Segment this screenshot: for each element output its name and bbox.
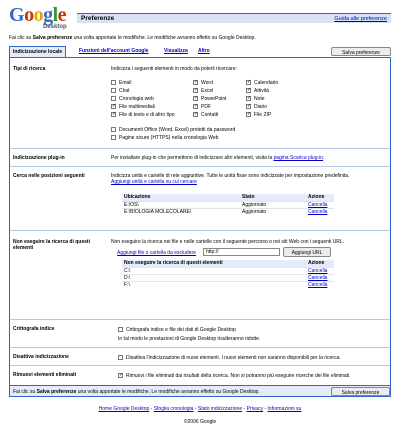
section-non-eseguire [10,231,390,320]
add-location-link[interactable]: Aggiungi unità e cartella su cui cercare [111,179,197,185]
section-label: Indicizzazione plug-in [13,155,65,161]
section-tipi-di-ricerca: Tipi di ricerca Indicizza i seguenti elementi in modo da poterli ricercare: Email Chat Cronologia web ✓ File multimediali ✓ File di testo e di altro tipo ✓ Word ✓ Excel ✓ PowerPoint ✓ PDF ✓ Contatti ✓ Calendario ✓ Attività ✓ Note ✓ Diario ✓ File ZIP Documenti Office (Word, Excel) protetti da password Pagine sicure (HTTPS) nella cronologia Web [10,58,390,149]
table-row: D:\ Cancella [122,275,334,282]
help-link[interactable]: Guida alle preferenze [334,16,387,22]
footer-intro-text: Fai clic su Salva preferenze una volta apportate le modifiche. Le modifiche avranno effetto su Google Desktop. [13,389,260,395]
link-informazioni[interactable]: Informazioni su [267,406,302,412]
checkbox-office-password[interactable] [111,127,116,132]
checkbox-powerpoint[interactable] [193,96,198,101]
footer-save-bar [9,386,391,397]
copyright: ©2006 Google [183,419,217,425]
checkbox-file-di-testo[interactable] [111,112,116,117]
tab-altro[interactable]: Altro [198,48,210,54]
add-exclusion-link[interactable]: Aggiungi file o cartella da escludere [117,250,196,256]
section-plugin [10,149,390,167]
checkbox-calendario[interactable] [246,80,251,85]
checkbox-file-multimediali[interactable] [111,104,116,109]
delete-link[interactable]: Cancella [308,282,328,288]
section-label: Cerca nelle posizioni seguenti [13,173,85,179]
page-title: Preferenze [81,15,115,22]
locations-table: Ubicazione Stato Azione E:\OS\ Aggiornato Cancella E:\BIOLOGIA MOLECOLARE\ Aggiornato Cancella [122,194,334,215]
logo-subtitle: Desktop [43,24,67,30]
link-home[interactable]: Home Google Desktop [98,406,150,412]
checkbox-chat[interactable] [111,88,116,93]
checkbox-attivita[interactable] [246,88,251,93]
link-privacy[interactable]: Privacy [246,406,263,412]
plugin-text: Per installare plug-in che permettono di indicizzare altri elementi, visita la pagina Scarica plug-in. [111,155,325,161]
checkbox-note[interactable] [246,96,251,101]
section-rimuovi: Rimuovi elementi eliminati ✓ Rimuovi i file eliminati dai risultati della ricerca. Non si potranno più eseguire ricerche dei file eliminati. [10,366,390,386]
cerca-description: Indicizza unità e cartelle di rete aggiuntive. Tutte le unità fisse sono indicizzate per impostazione predefinita. [111,173,350,179]
checkbox-pdf[interactable] [193,104,198,109]
title-bar [77,13,391,23]
cripto-note: In tal modo le prestazioni di Google Desktop risulteranno ridotte. [118,336,261,342]
non-description: Non eseguire la ricerca nei file e nelle cartelle con il seguente percorso o nei siti Web con i seguenti URL. [111,239,345,245]
google-desktop-logo [9,5,73,35]
link-sfoglia-cronologia[interactable]: Sfoglia cronologia [153,406,194,412]
intro-text: Fai clic su Salva preferenze una volta apportate le modifiche. Le modifiche avranno effetto su Google Desktop. [9,35,256,41]
section-label: Crittografa indice [13,326,55,332]
tab-indicizzazione-locale[interactable]: Indicizzazione locale [9,46,66,57]
section-label: Non eseguire la ricerca di questi elementi [13,239,90,251]
link-stato-indicizzazione[interactable]: Stato indicizzazione [197,406,243,412]
section-label: Tipi di ricerca [13,66,46,72]
section-description: Indicizza i seguenti elementi in modo da poterli ricercare: [111,66,237,72]
footer-links: Home Google Desktop - Sfoglia cronologia - Stato indicizzazione - Privacy - Informazioni su [98,406,302,412]
checkbox-file-zip[interactable] [246,112,251,117]
table-row: E:\OS\ Aggiornato Cancella [122,202,334,209]
section-cerca-posizioni [10,167,390,231]
tab-bar [9,46,391,57]
checkbox-contatti[interactable] [193,112,198,117]
checkbox-word[interactable] [193,80,198,85]
delete-link[interactable]: Cancella [308,202,328,208]
tab-visualizza[interactable]: Visualizza [164,48,188,54]
checkbox-rimuovi[interactable] [118,373,123,378]
url-input[interactable]: http:// [203,248,280,256]
checkbox-email[interactable] [111,80,116,85]
delete-link[interactable]: Cancella [308,268,328,274]
checkbox-cronologia-web[interactable] [111,96,116,101]
checkbox-disattiva[interactable] [118,355,123,360]
table-row: E:\BIOLOGIA MOLECOLARE\ Aggiornato Cancella [122,209,334,216]
section-label: Rimuovi elementi eliminati [13,372,77,378]
logo-word: Google [9,4,67,26]
checkbox-diario[interactable] [246,104,251,109]
add-url-button[interactable]: Aggiungi URL [283,247,331,257]
section-disattiva: Disattiva indicizzazione Disattiva l'indicizzazione di nuovi elementi. I nuovi elementi non saranno disponibili per la ricerca. [10,348,390,366]
section-label: Disattiva indicizzazione [13,354,69,360]
save-button-top[interactable]: Salva preferenze [331,47,391,56]
save-button-bottom[interactable]: Salva preferenze [331,387,390,396]
section-crittografa: Crittografa indice Crittografa indice e file dei dati di Google Desktop In tal modo le prestazioni di Google Desktop risulteranno ridotte. [10,320,390,348]
preferences-panel [9,57,391,386]
delete-link[interactable]: Cancella [308,209,328,215]
checkbox-pagine-sicure[interactable] [111,135,116,140]
tab-account-google[interactable]: Funzioni dell'account Google [79,48,149,54]
table-row: F:\ Cancella [122,282,334,289]
exclusions-table: Non eseguire la ricerca di questi elementi Azione C:\ Cancella D:\ Cancella F:\ Cancella [122,260,334,288]
checkbox-excel[interactable] [193,88,198,93]
checkbox-crittografa[interactable] [118,327,123,332]
delete-link[interactable]: Cancella [308,275,328,281]
plugin-download-link[interactable]: pagina Scarica plug-in [273,155,324,161]
table-row: C:\ Cancella [122,268,334,275]
